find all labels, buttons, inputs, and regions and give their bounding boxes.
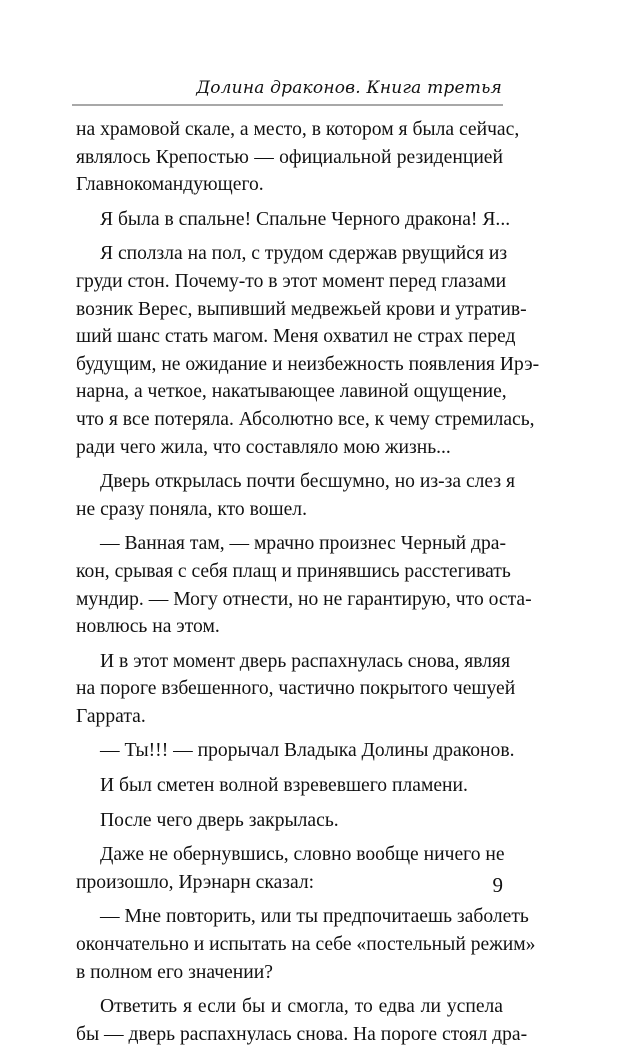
- header-rule: [72, 104, 503, 106]
- text-line: не сразу поняла, кто вошел.: [76, 498, 307, 520]
- text-line: в полном его значении?: [76, 961, 273, 983]
- text-line: Главнокомандующего.: [76, 174, 264, 196]
- text-line: Я сползла на пол, с трудом сдержав рвущийся из: [100, 243, 508, 265]
- text-line: на пороге взбешенного, частично покрытого чешуей: [76, 678, 516, 700]
- text-line: мундир. — Могу отнести, но не гарантирую, что оста-: [76, 588, 532, 610]
- text-line: будущим, не ожидание и неизбежность появления Ирэ-: [76, 353, 540, 375]
- paragraph-gap: [76, 800, 503, 807]
- text-line: являлось Крепостью — официальной резиденцией: [76, 146, 503, 168]
- paragraph-gap: [76, 834, 503, 841]
- paragraph-gap: [76, 523, 503, 530]
- paragraph-gap: [76, 765, 503, 772]
- text-line: Ответить я если бы и смогла, то едва ли успела: [100, 996, 503, 1018]
- text-line: окончательно и испытать на себе «постельный режим»: [76, 934, 536, 956]
- text-line: бы — дверь распахнулась снова. На пороге стоял дра-: [76, 1023, 528, 1045]
- body-text: [76, 116, 540, 1048]
- text-line: на храмовой скале, а место, в котором я была сейчас,: [76, 119, 520, 140]
- paragraph-gap: [76, 986, 503, 993]
- text-line: После чего дверь закрылась.: [100, 809, 339, 831]
- text-line: груди стон. Почему-то в этот момент перед глазами: [76, 270, 507, 292]
- text-line: что я все потеряла. Абсолютно все, к чему стремилась,: [76, 408, 535, 430]
- paragraph-gap: [76, 896, 503, 903]
- text-line: — Мне повторить, или ты предпочитаешь заболеть: [100, 906, 529, 928]
- paragraph-gap: [76, 461, 503, 468]
- paragraph-gap: [76, 199, 503, 206]
- text-line: Дверь открылась почти бесшумно, но из-за слез я: [100, 471, 516, 493]
- running-head: Долина драконов. Книга третья: [196, 78, 502, 98]
- text-line: нарна, а четкое, накатывающее лавиной ощущение,: [76, 381, 507, 403]
- text-line: И был сметен волной взревевшего пламени.: [100, 775, 468, 797]
- text-line: кон, срывая с себя плащ и принявшись расстегивать: [76, 560, 511, 582]
- text-line: Даже не обернувшись, словно вообще ничего не: [100, 844, 505, 866]
- text-line: Гаррата.: [76, 705, 146, 727]
- text-line: Я была в спальне! Спальне Черного дракона! Я...: [100, 208, 511, 230]
- text-line: И в этот момент дверь распахнулась снова, являя: [100, 650, 511, 672]
- page-number: 9: [492, 873, 503, 897]
- paragraph-gap: [76, 233, 503, 240]
- text-line: ший шанс стать магом. Меня охватил не страх перед: [76, 326, 516, 348]
- paragraph-gap: [76, 730, 503, 737]
- text-line: новлюсь на этом.: [76, 616, 220, 638]
- text-line: — Ванная там, — мрачно произнес Черный дра-: [100, 533, 506, 555]
- text-line: произошло, Ирэнарн сказал:: [76, 871, 315, 893]
- text-line: возник Верес, выпивший медвежьей крови и утратив-: [76, 298, 527, 320]
- text-line: — Ты!!! — прорычал Владыка Долины драконов.: [100, 740, 515, 762]
- paragraph-gap: [76, 641, 503, 648]
- text-line: ради чего жила, что составляло мою жизнь...: [76, 436, 451, 458]
